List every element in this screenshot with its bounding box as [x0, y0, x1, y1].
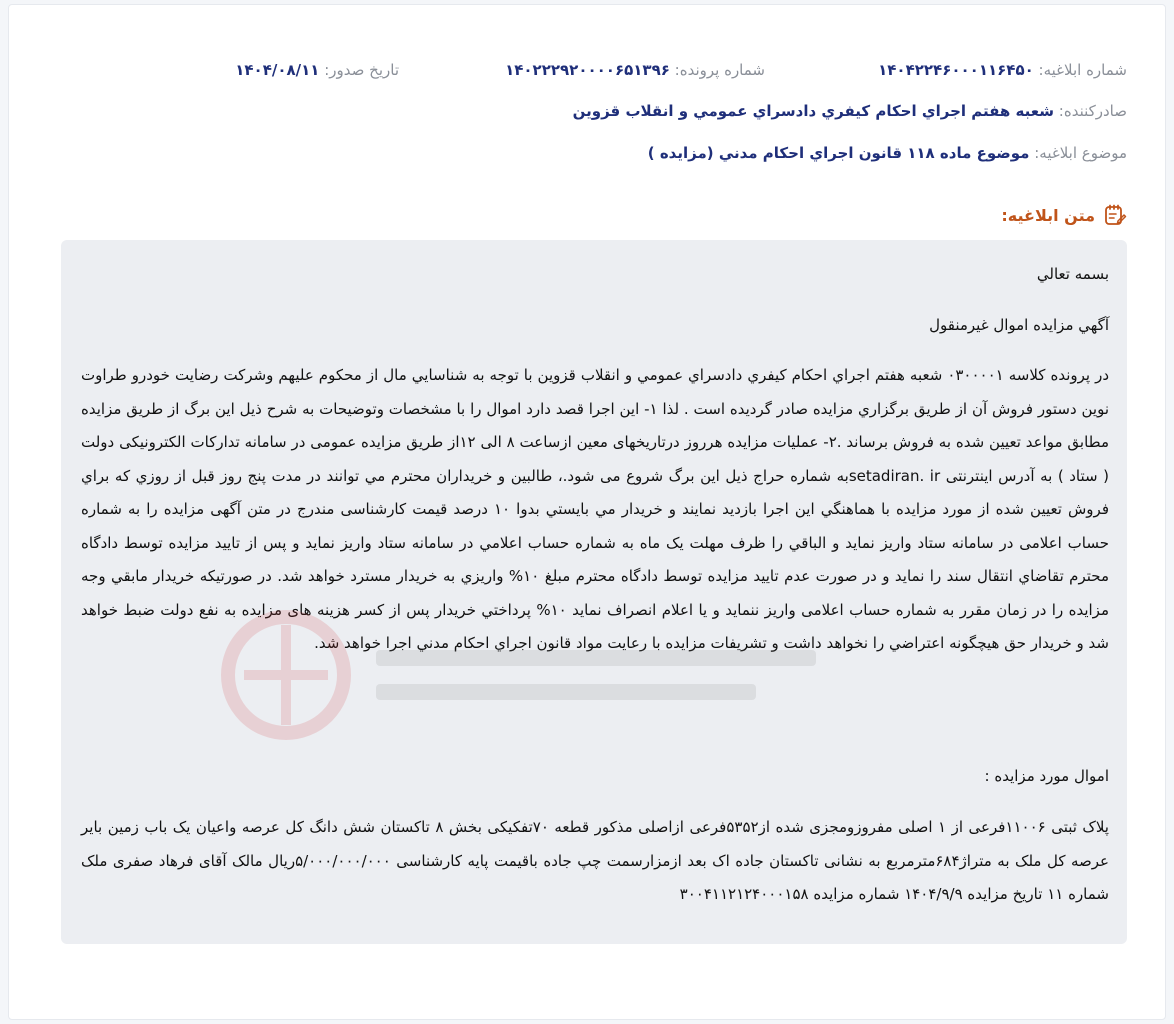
meta-row-subject — [49, 144, 1127, 162]
assets-text: پلاک ثبتی ۱۱۰۰۶فرعی از ۱ اصلی مفروزومجزی شده از۵۳۵۲فرعی ازاصلی مذکور قطعه ۷۰تفکیکی بخش ۸ تاکستان شش دانگ کل عرصه واعيان يک باب زمين باير عرصه کل ملک به متراژ۶۸۴مترمربع به نشانی تاکستان جاده اک بعد ازمزارسمت چپ جاده باقيمت پايه کارشناسی ۵/۰۰۰/۰۰۰/۰۰۰ريال مالک آقای فرهاد صفری ملک شماره ۱۱ تاريخ مزايده ۱۴۰۴/۹/۹ شماره مزايده ۳۰۰۴۱۱۲۱۲۴۰۰۰۱۵۸ — [81, 818, 1109, 903]
assets-heading: اموال مورد مزايده : — [984, 767, 1109, 785]
case-number-value: ۱۴۰۲۲۲۹۲۰۰۰۰۶۵۱۳۹۶ — [505, 61, 670, 79]
issue-date-value: ۱۴۰۴/۰۸/۱۱ — [235, 61, 320, 79]
note-edit-icon — [1103, 203, 1127, 227]
subject-label: موضوع ابلاغيه: — [1034, 144, 1127, 162]
notice-number-label: شماره ابلاغيه: — [1038, 61, 1127, 79]
subject-value: موضوع ماده ۱۱۸ قانون اجراي احکام مدني (مزايده ) — [647, 144, 1030, 162]
meta-row-issuer — [49, 102, 1127, 120]
issuer-label: صادرکننده: — [1058, 102, 1127, 120]
issuer-value: شعبه هفتم اجراي احکام کيفري دادسراي عمومي و انقلاب قزوين — [572, 102, 1054, 120]
case-number-label: شماره پرونده: — [674, 61, 765, 79]
notice-text-title-label: متن ابلاغيه: — [1001, 205, 1095, 225]
notice-text-title — [1001, 203, 1127, 227]
notice-number-value: ۱۴۰۴۲۲۴۶۰۰۰۱۱۶۴۵۰ — [878, 61, 1034, 79]
notice-body — [61, 240, 1127, 944]
main-paragraph: در پرونده کلاسه ۰۳۰۰۰۰۱ شعبه هفتم اجراي احکام کيفري دادسراي عمومي و انقلاب قزوين با توجه به شناسايي مال از محکوم عليهم وشرکت رضایت خودرو طراوت نوين دستور فروش آن از طريق برگزاري مزايده صادر گرديده است . لذا ۱- اين اجرا قصد دارد اموال را با مشخصات وتوضيحات به شرح ذيل اين برگ از طريق مزايده مطابق مواعد تعيين شده به فروش برساند .۲- عمليات مزايده هرروز درتاريخهای معين ازساعت ۸ الی ۱۲از طريق مزايده عمومی در سامانه تدارکات الکترونيکی دولت ( ستاد ) به آدرس اينترنتی setadiran. irبه شماره حراج ذيل اين برگ شروع می شود.، طالبين و خريداران محترم مي توانند در مدت پنج روز قبل از روزي که براي فروش تعيين شده از مورد مزايده با هماهنگي اين اجرا بازديد نمايند و خريدار مي بايستي بدوا ۱۰ درصد قيمت کارشناسی مندرج در متن آگهی مزايده را به شماره حساب اعلامی در سامانه ستاد واريز نمايد و الباقي را ظرف مهلت یک ماه به شماره حساب اعلامي در سامانه ستاد واريز نمايد و پس از تاييد مزايده توسط دادگاه محترم تقاضاي انتقال سند را نمايد و در صورت عدم تاييد مزايده توسط دادگاه محترم مبلغ ۱۰% واريزي به خريدار مسترد خواهد شد. در صورتيکه خريدار مابقي وجه مزايده را در زمان مقرر به شماره حساب اعلامی واريز ننمايد و يا اعلام انصراف نمايد ۱۰% پرداختي خريدار پس از کسر هزينه های مزايده به نفع دولت ضبط خواهد شد و خريدار حق هيچگونه اعتراضي را نخواهد داشت و تشريفات مزايده با رعايت مواد قانون اجراي احکام مدني اجرا خواهد شد. — [81, 366, 1110, 652]
issue-date — [235, 61, 399, 79]
case-number — [505, 61, 765, 79]
notice-card — [8, 4, 1166, 1020]
greeting: بسمه تعالي — [1036, 265, 1109, 283]
issue-date-label: تاريخ صدور: — [324, 61, 399, 79]
notice-number — [878, 61, 1127, 79]
heading: آگهي مزايده اموال غيرمنقول — [929, 316, 1109, 334]
meta-row-numbers — [49, 61, 1127, 83]
